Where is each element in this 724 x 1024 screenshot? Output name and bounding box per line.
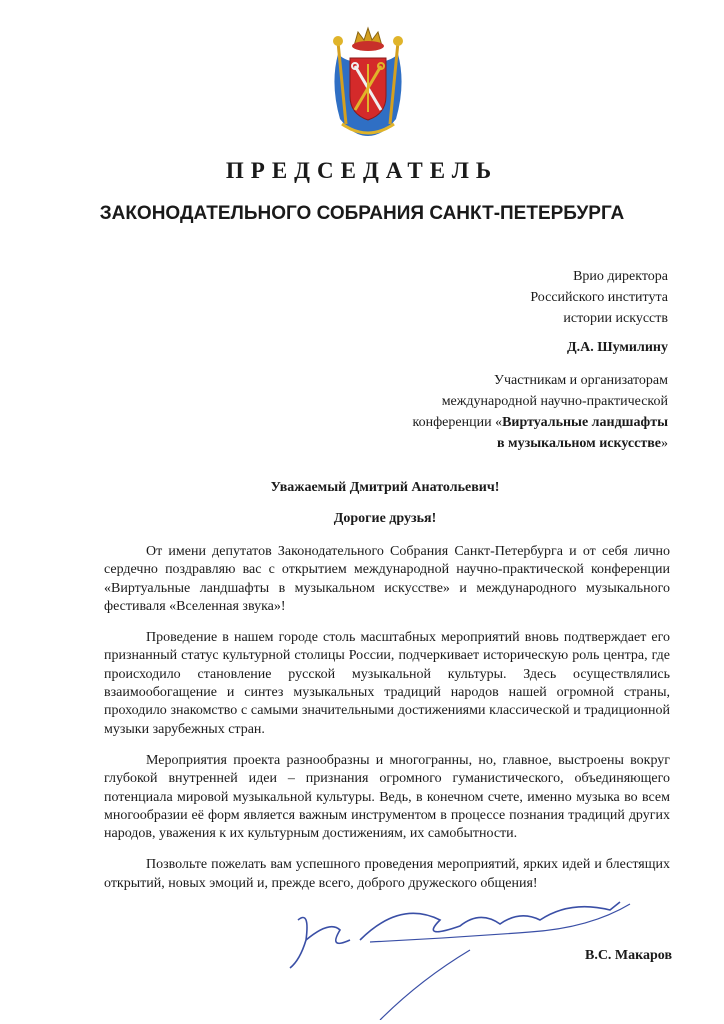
addressee-name: Д.А. Шумилину (566, 340, 668, 355)
addressee-line (338, 412, 668, 433)
conference-title: в музыкальном искусстве (496, 436, 661, 451)
addressee-text: конференции « (412, 415, 503, 430)
conference-title: Виртуальные ландшафты (502, 415, 668, 430)
addressee-line: Участникам и организаторам (494, 373, 668, 388)
document-subtitle: ЗАКОНОДАТЕЛЬНОГО СОБРАНИЯ САНКТ-ПЕТЕРБУРГА (99, 203, 625, 224)
coat-of-arms-icon (328, 24, 408, 139)
addressee-line: Врио директора (573, 269, 668, 284)
signer-name: В.С. Макаров (584, 948, 672, 963)
greeting: Уважаемый Дмитрий Анатольевич! (270, 480, 500, 495)
body-paragraph: Позвольте пожелать вам успешного проведения мероприятий, ярких идей и блестящих открытий, новых эмоций и, прежде всего, доброго дружеского общения! (104, 857, 670, 891)
addressee-text: » (661, 436, 668, 451)
addressee-block (338, 266, 668, 358)
greeting-secondary: Дорогие друзья! (333, 511, 437, 526)
addressee-line: Российского института (530, 290, 668, 305)
letter-body (104, 543, 670, 906)
addressee-line: международной научно-практической (441, 394, 668, 409)
body-paragraph: От имени депутатов Законодательного Собрания Санкт-Петербурга и от себя лично сердечно поздравляю вас с открытием международной научно-практической конференции «Виртуальные ландшафты в музыкальном искусстве» и международного музыкального фестиваля «Вселенная звука»! (104, 544, 670, 614)
addressee-line: истории искусств (563, 311, 668, 326)
document-title: ПРЕДСЕДАТЕЛЬ (225, 158, 499, 183)
addressee-line (338, 433, 668, 454)
body-paragraph: Мероприятия проекта разнообразны и многогранны, но, главное, выстроены вокруг глубокой внутренней идеи – признания огромного гуманистического, объединяющего потенциала мировой музыкальной культуры. Ведь, в конечном счете, именно музыка во всем многообразии её форм является важным инструментом в процессе познания традиций других народов, уважения к их культурным достижениям, их самобытности. (104, 752, 670, 842)
second-addressee-block (338, 370, 668, 454)
body-paragraph: Проведение в нашем городе столь масштабных мероприятий вновь подтверждает его признанный статус культурной столицы России, подчеркивает историческую роль центра, где происходило становление русской музыкальной культуры. Здесь осуществлялись взаимообогащение и синтез музыкальных традиций народов нашей огромной страны, проходило знакомство с самыми значительными достижениями классической и традиционной музыки зарубежных стран. (104, 630, 670, 737)
